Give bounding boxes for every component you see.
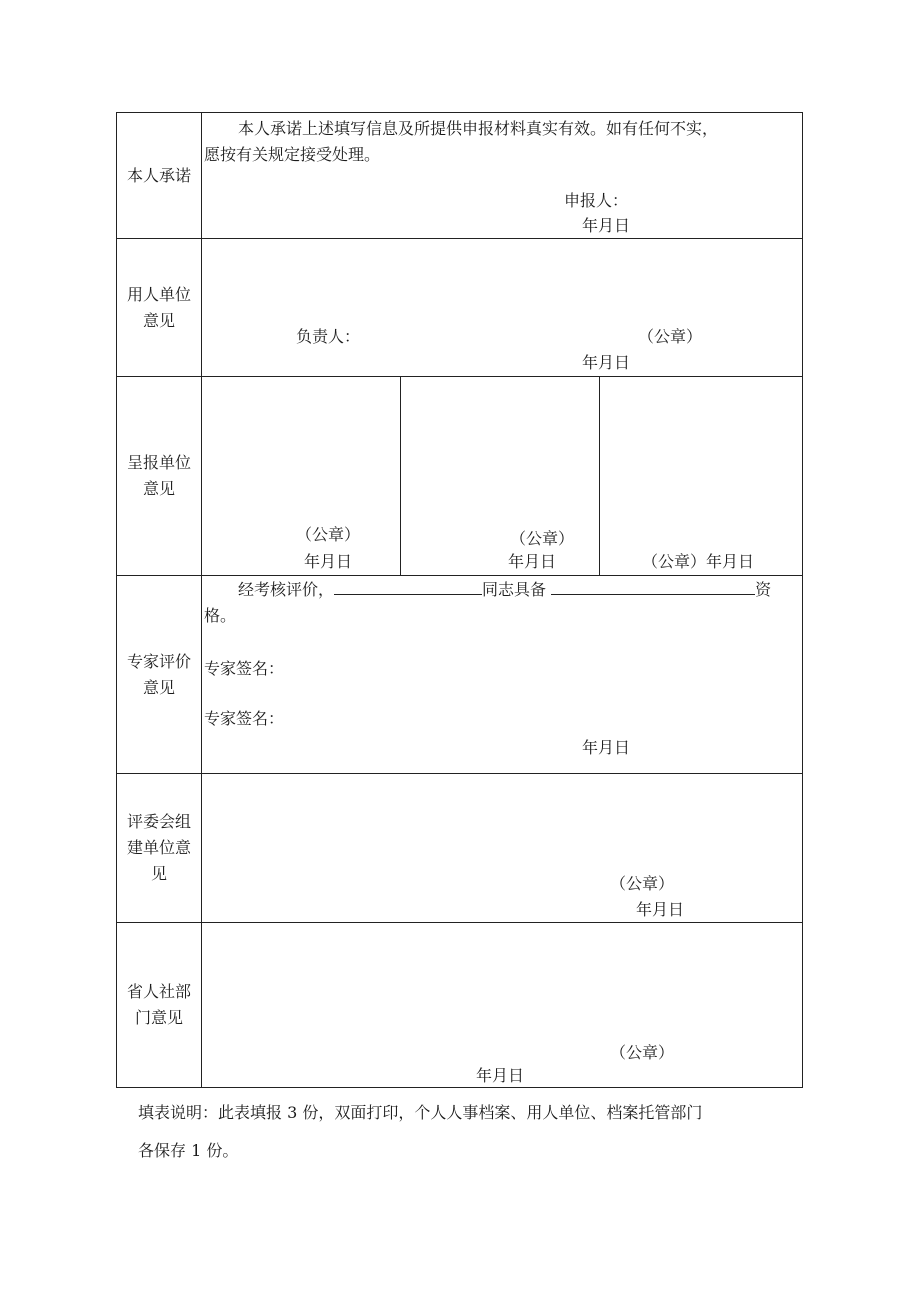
applicant-signature-label: 申报人： bbox=[564, 191, 629, 210]
expert-label-line1: 专家评价 bbox=[126, 651, 191, 671]
commitment-text-line1: 本人承诺上述填写信息及所提供申报材料真实有效。如有任何不实， bbox=[238, 119, 719, 138]
submitting-col1-date: 年月日 bbox=[304, 552, 353, 571]
expert-signature-1: 专家签名： bbox=[204, 659, 285, 678]
committee-content bbox=[202, 774, 802, 922]
provincial-label-line1: 省人社部 bbox=[126, 982, 191, 1001]
committee-seal: （公章） bbox=[610, 874, 675, 893]
qualification-blank[interactable] bbox=[551, 578, 755, 595]
employer-opinion-row bbox=[117, 239, 802, 377]
column-divider-2 bbox=[599, 377, 600, 575]
committee-label-line1: 评委会组 bbox=[126, 812, 191, 831]
expert-content bbox=[202, 576, 802, 773]
submitting-unit-row bbox=[117, 377, 802, 576]
committee-label-line2: 建单位意 bbox=[126, 838, 191, 857]
provincial-content bbox=[202, 923, 802, 1087]
committee-label-line3: 见 bbox=[150, 864, 167, 883]
expert-signature-2: 专家签名： bbox=[204, 709, 285, 728]
eval-line2: 格。 bbox=[204, 606, 237, 625]
submitting-col2-date: 年月日 bbox=[508, 552, 557, 571]
column-divider-1 bbox=[400, 377, 401, 575]
commitment-text-line2: 愿按有关规定接受处理。 bbox=[204, 145, 381, 164]
committee-date: 年月日 bbox=[636, 900, 685, 919]
provincial-label-cell bbox=[117, 923, 202, 1087]
employer-label-line2: 意见 bbox=[142, 310, 175, 330]
expert-date: 年月日 bbox=[582, 738, 631, 757]
name-blank[interactable] bbox=[334, 578, 482, 595]
eval-suffix: 资 bbox=[755, 580, 772, 599]
provincial-label-line2: 门意见 bbox=[134, 1008, 183, 1027]
submitting-col1-seal: （公章） bbox=[296, 525, 361, 544]
expert-label-cell bbox=[117, 576, 202, 773]
commitment-date: 年月日 bbox=[582, 216, 631, 235]
expert-evaluation-row bbox=[117, 576, 802, 774]
provincial-date: 年月日 bbox=[476, 1066, 525, 1085]
eval-mid: 同志具备 bbox=[482, 580, 547, 599]
commitment-content bbox=[202, 113, 802, 238]
expert-label-line2: 意见 bbox=[142, 677, 175, 697]
committee-unit-row bbox=[117, 774, 802, 923]
evaluation-sentence bbox=[238, 578, 771, 602]
submitting-col2-seal: （公章） bbox=[510, 529, 575, 548]
submitting-content bbox=[202, 377, 802, 575]
instructions-line1: 填表说明：此表填报 3 份，双面打印，个人人事档案、用人单位、档案托管部门 bbox=[138, 1103, 703, 1122]
employer-content bbox=[202, 239, 802, 376]
commitment-label: 本人承诺 bbox=[126, 165, 191, 185]
instructions-line2: 各保存 1 份。 bbox=[138, 1141, 239, 1160]
submitting-label-line1: 呈报单位 bbox=[126, 453, 191, 472]
provincial-seal: （公章） bbox=[610, 1043, 675, 1062]
submitting-label-cell bbox=[117, 377, 202, 575]
submitting-label-line2: 意见 bbox=[142, 479, 175, 498]
employer-seal: （公章） bbox=[638, 327, 703, 346]
eval-prefix: 经考核评价， bbox=[238, 580, 335, 599]
provincial-hr-row bbox=[117, 923, 802, 1087]
employer-label-line1: 用人单位 bbox=[126, 284, 191, 304]
employer-responsible-label: 负责人： bbox=[296, 327, 361, 346]
commitment-label-cell bbox=[117, 113, 202, 238]
employer-date: 年月日 bbox=[582, 353, 631, 372]
committee-label-cell bbox=[117, 774, 202, 922]
commitment-row bbox=[117, 113, 802, 239]
employer-label-cell bbox=[117, 239, 202, 376]
submitting-col3-seal-date: （公章）年月日 bbox=[642, 552, 755, 571]
approval-form-table bbox=[116, 112, 803, 1088]
